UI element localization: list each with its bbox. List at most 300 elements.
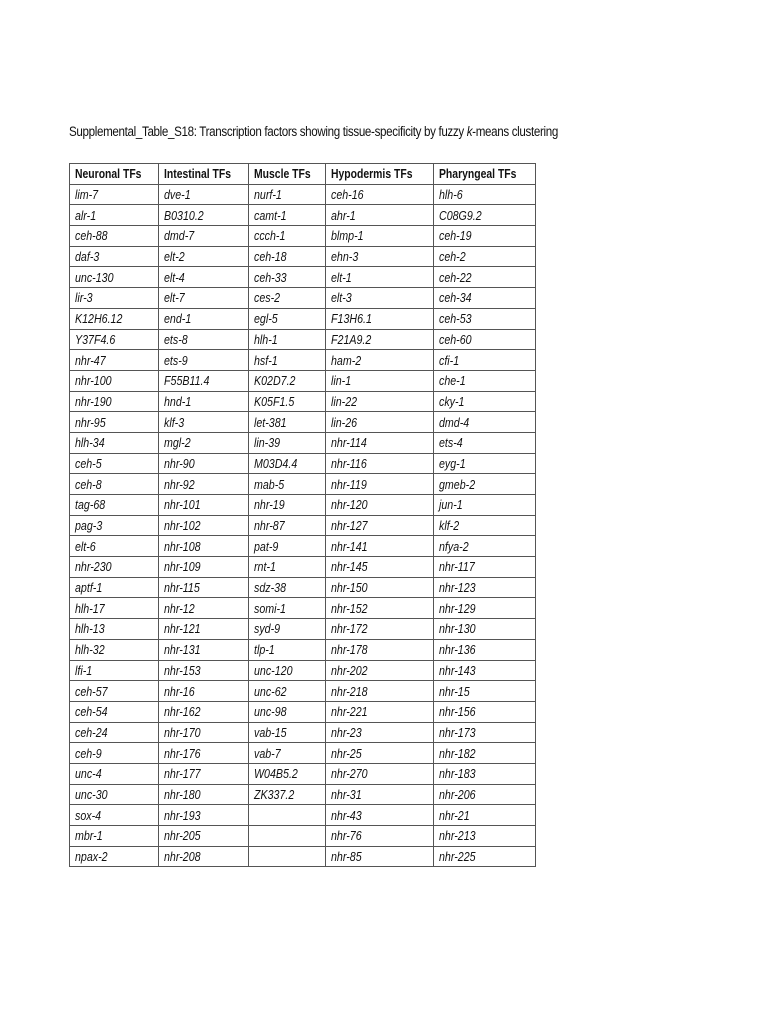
table-cell xyxy=(248,495,325,516)
table-cell xyxy=(248,246,325,267)
table-row xyxy=(70,577,536,598)
table-cell xyxy=(433,639,536,660)
cell-text: npax-2 xyxy=(75,849,108,865)
cell-text: hsf-1 xyxy=(253,352,278,368)
table-cell xyxy=(70,370,159,391)
table-cell xyxy=(159,515,249,536)
table-row xyxy=(70,432,536,453)
table-cell xyxy=(248,660,325,681)
table-cell xyxy=(433,557,536,578)
table-row xyxy=(70,805,536,826)
table-row xyxy=(70,412,536,433)
cell-text: ceh-2 xyxy=(438,249,466,265)
table-cell xyxy=(70,660,159,681)
cell-text: somi-1 xyxy=(253,600,286,616)
table-row xyxy=(70,246,536,267)
cell-text: F55B11.4 xyxy=(164,373,210,389)
table-row xyxy=(70,495,536,516)
cell-text: ahr-1 xyxy=(330,207,356,223)
table-cell xyxy=(248,412,325,433)
table-cell xyxy=(70,329,159,350)
cell-text: ceh-16 xyxy=(330,187,364,203)
cell-text: end-1 xyxy=(164,311,192,327)
table-cell xyxy=(248,784,325,805)
cell-text: pag-3 xyxy=(75,518,103,534)
table-row xyxy=(70,453,536,474)
cell-text: ceh-33 xyxy=(253,269,287,285)
table-cell xyxy=(159,784,249,805)
table-cell xyxy=(70,846,159,867)
table-cell xyxy=(325,598,433,619)
cell-text: daf-3 xyxy=(75,249,100,265)
cell-text: vab-7 xyxy=(253,745,281,761)
cell-text: lfi-1 xyxy=(75,662,93,678)
cell-text: elt-3 xyxy=(330,290,352,306)
cell-text: blmp-1 xyxy=(330,228,364,244)
table-cell xyxy=(70,184,159,205)
cell-text: ceh-8 xyxy=(75,476,102,492)
cell-text: rnt-1 xyxy=(253,559,276,575)
cell-text: hlh-13 xyxy=(75,621,105,637)
cell-text: nhr-102 xyxy=(164,518,201,534)
cell-text: elt-4 xyxy=(164,269,185,285)
cell-text: nhr-92 xyxy=(164,476,195,492)
table-cell xyxy=(159,763,249,784)
cell-text: K02D7.2 xyxy=(253,373,296,389)
header-hypodermis xyxy=(325,164,433,185)
table-cell xyxy=(433,660,536,681)
table-row xyxy=(70,660,536,681)
cell-text: nhr-225 xyxy=(438,849,476,865)
cell-text: che-1 xyxy=(438,373,466,389)
table-cell xyxy=(325,681,433,702)
table-cell xyxy=(433,805,536,826)
table-cell xyxy=(433,205,536,226)
cell-text: nhr-178 xyxy=(330,642,368,658)
cell-text: elt-1 xyxy=(330,269,352,285)
table-row xyxy=(70,722,536,743)
cell-text: nhr-101 xyxy=(164,497,201,513)
cell-text: lin-39 xyxy=(253,435,280,451)
table-cell xyxy=(433,784,536,805)
cell-text: nhr-190 xyxy=(75,393,112,409)
table-cell xyxy=(248,763,325,784)
cell-text: unc-62 xyxy=(253,683,287,699)
table-cell xyxy=(248,205,325,226)
cell-text: ceh-54 xyxy=(75,704,108,720)
table-cell xyxy=(433,412,536,433)
table-cell xyxy=(248,474,325,495)
table-cell xyxy=(248,184,325,205)
table-cell xyxy=(70,743,159,764)
table-cell xyxy=(325,557,433,578)
table-cell xyxy=(70,246,159,267)
cell-text: nhr-108 xyxy=(164,538,201,554)
table-cell xyxy=(70,515,159,536)
cell-text: nhr-115 xyxy=(164,580,200,596)
table-cell xyxy=(70,226,159,247)
table-cell xyxy=(433,681,536,702)
table-cell xyxy=(433,495,536,516)
table-cell xyxy=(325,308,433,329)
cell-text: dmd-7 xyxy=(164,228,195,244)
table-cell xyxy=(433,308,536,329)
cell-text: hlh-32 xyxy=(75,642,105,658)
cell-text: eyg-1 xyxy=(438,455,466,471)
table-cell xyxy=(433,432,536,453)
table-cell xyxy=(70,267,159,288)
cell-text: nhr-119 xyxy=(330,476,367,492)
table-cell xyxy=(325,619,433,640)
table-caption xyxy=(69,124,558,139)
cell-text: C08G9.2 xyxy=(438,207,482,223)
cell-text: nhr-130 xyxy=(438,621,476,637)
table-row xyxy=(70,205,536,226)
table-cell xyxy=(433,846,536,867)
cell-text: nhr-152 xyxy=(330,600,368,616)
header-label: Hypodermis TFs xyxy=(330,166,413,182)
table-cell xyxy=(325,639,433,660)
table-cell xyxy=(159,536,249,557)
table-cell xyxy=(248,288,325,309)
cell-text: ccch-1 xyxy=(253,228,286,244)
cell-text: ceh-24 xyxy=(75,724,108,740)
table-cell xyxy=(433,763,536,784)
cell-text: ehn-3 xyxy=(330,249,358,265)
cell-text: vab-15 xyxy=(253,724,287,740)
table-cell xyxy=(159,660,249,681)
table-cell xyxy=(325,350,433,371)
table-row xyxy=(70,267,536,288)
cell-text: nhr-183 xyxy=(438,766,476,782)
cell-text: nhr-206 xyxy=(438,786,476,802)
table-cell xyxy=(70,722,159,743)
table-cell xyxy=(325,226,433,247)
table-cell xyxy=(325,267,433,288)
table-cell xyxy=(325,515,433,536)
table-row xyxy=(70,701,536,722)
cell-text: lim-7 xyxy=(75,187,99,203)
cell-text: nhr-16 xyxy=(164,683,195,699)
cell-text: hlh-1 xyxy=(253,331,278,347)
cell-text: unc-120 xyxy=(253,662,293,678)
cell-text: ets-8 xyxy=(164,331,188,347)
header-intestinal xyxy=(159,164,249,185)
cell-text: dve-1 xyxy=(164,187,191,203)
table-row xyxy=(70,826,536,847)
table-cell xyxy=(70,639,159,660)
header-label: Pharyngeal TFs xyxy=(438,166,516,182)
cell-text: gmeb-2 xyxy=(438,476,475,492)
header-label: Neuronal TFs xyxy=(75,166,142,182)
table-cell xyxy=(325,701,433,722)
table-cell xyxy=(159,350,249,371)
cell-text: K05F1.5 xyxy=(253,393,295,409)
header-row xyxy=(70,164,536,185)
table-cell xyxy=(159,391,249,412)
table-cell xyxy=(433,474,536,495)
table-cell xyxy=(70,701,159,722)
table-cell xyxy=(433,701,536,722)
cell-text: nhr-117 xyxy=(438,559,475,575)
table-cell xyxy=(70,350,159,371)
table-cell xyxy=(433,515,536,536)
table-cell xyxy=(248,267,325,288)
table-cell xyxy=(433,598,536,619)
cell-text: nhr-170 xyxy=(164,724,201,740)
cell-text: camt-1 xyxy=(253,207,287,223)
table-cell xyxy=(159,308,249,329)
cell-text: jun-1 xyxy=(438,497,463,513)
cell-text: tag-68 xyxy=(75,497,106,513)
table-cell xyxy=(159,681,249,702)
cell-text: nhr-162 xyxy=(164,704,201,720)
table-cell xyxy=(248,453,325,474)
table-cell xyxy=(70,826,159,847)
table-cell xyxy=(159,619,249,640)
cell-text: ceh-18 xyxy=(253,249,287,265)
table-row xyxy=(70,308,536,329)
cell-text: nhr-230 xyxy=(75,559,112,575)
caption-text-start: Supplemental_Table_S18: Transcription factors showing tissue-specificity by fuzzy xyxy=(69,124,467,139)
cell-text: nhr-150 xyxy=(330,580,368,596)
table-cell xyxy=(433,743,536,764)
cell-text: nhr-90 xyxy=(164,455,195,471)
table-cell xyxy=(325,453,433,474)
cell-text: lir-3 xyxy=(75,290,93,306)
table-row xyxy=(70,598,536,619)
cell-text: nhr-182 xyxy=(438,745,476,761)
table-cell xyxy=(70,495,159,516)
table-cell xyxy=(70,619,159,640)
table-cell xyxy=(159,226,249,247)
table-cell xyxy=(159,557,249,578)
cell-text: klf-2 xyxy=(438,518,459,534)
table-row xyxy=(70,226,536,247)
table-cell xyxy=(433,577,536,598)
table-cell xyxy=(433,722,536,743)
table-cell xyxy=(433,246,536,267)
header-neuronal xyxy=(70,164,159,185)
cell-text: lin-1 xyxy=(330,373,351,389)
table-cell xyxy=(248,536,325,557)
cell-text: egl-5 xyxy=(253,311,278,327)
cell-text: ceh-60 xyxy=(438,331,472,347)
table-cell xyxy=(325,474,433,495)
table-cell xyxy=(70,805,159,826)
cell-text: nhr-218 xyxy=(330,683,368,699)
table-cell xyxy=(433,226,536,247)
cell-text: hlh-6 xyxy=(438,187,463,203)
table-cell xyxy=(159,598,249,619)
cell-text: elt-6 xyxy=(75,538,96,554)
cell-text: nhr-143 xyxy=(438,662,476,678)
cell-text: nhr-100 xyxy=(75,373,112,389)
tf-table xyxy=(69,163,536,867)
table-cell xyxy=(70,474,159,495)
cell-text: nhr-202 xyxy=(330,662,368,678)
table-cell xyxy=(70,763,159,784)
table-cell xyxy=(325,846,433,867)
table-row xyxy=(70,515,536,536)
table-cell xyxy=(248,329,325,350)
header-label: Intestinal TFs xyxy=(164,166,232,182)
table-cell xyxy=(70,412,159,433)
cell-text: nhr-180 xyxy=(164,786,201,802)
cell-text: nhr-121 xyxy=(164,621,201,637)
cell-text: unc-130 xyxy=(75,269,114,285)
cell-text: unc-30 xyxy=(75,786,108,802)
table-cell xyxy=(433,350,536,371)
header-muscle xyxy=(248,164,325,185)
cell-text: nhr-176 xyxy=(164,745,201,761)
table-cell xyxy=(248,681,325,702)
cell-text: ceh-34 xyxy=(438,290,472,306)
table-cell xyxy=(325,184,433,205)
table-cell xyxy=(325,805,433,826)
cell-text: let-381 xyxy=(253,414,287,430)
table-cell xyxy=(433,329,536,350)
cell-text: ets-9 xyxy=(164,352,188,368)
table-cell xyxy=(325,784,433,805)
cell-text: nhr-120 xyxy=(330,497,368,513)
table-cell xyxy=(325,660,433,681)
cell-text: lin-26 xyxy=(330,414,357,430)
table-cell xyxy=(159,722,249,743)
cell-text: nhr-87 xyxy=(253,518,285,534)
table-cell xyxy=(325,495,433,516)
table-cell xyxy=(325,205,433,226)
table-cell xyxy=(248,515,325,536)
cell-text: nhr-153 xyxy=(164,662,201,678)
cell-text: ces-2 xyxy=(253,290,280,306)
table-cell xyxy=(70,598,159,619)
table-cell xyxy=(248,308,325,329)
table-cell xyxy=(433,826,536,847)
cell-text: nhr-173 xyxy=(438,724,476,740)
cell-text: hlh-17 xyxy=(75,600,105,616)
table-cell xyxy=(248,743,325,764)
table-cell xyxy=(70,681,159,702)
table-row xyxy=(70,763,536,784)
table-cell xyxy=(325,826,433,847)
cell-text: elt-7 xyxy=(164,290,185,306)
table-cell xyxy=(433,391,536,412)
table-row xyxy=(70,288,536,309)
table-cell xyxy=(159,474,249,495)
table-cell xyxy=(248,805,325,826)
table-cell xyxy=(325,246,433,267)
table-cell xyxy=(159,329,249,350)
table-row xyxy=(70,557,536,578)
table-cell xyxy=(248,432,325,453)
table-cell xyxy=(325,763,433,784)
cell-text: mab-5 xyxy=(253,476,285,492)
table-cell xyxy=(325,391,433,412)
table-cell xyxy=(433,288,536,309)
table-cell xyxy=(159,639,249,660)
cell-text: nhr-145 xyxy=(330,559,368,575)
table-row xyxy=(70,370,536,391)
table-cell xyxy=(70,308,159,329)
table-cell xyxy=(325,536,433,557)
table-cell xyxy=(433,453,536,474)
cell-text: elt-2 xyxy=(164,249,185,265)
table-cell xyxy=(159,577,249,598)
cell-text: nhr-47 xyxy=(75,352,106,368)
cell-text: nhr-221 xyxy=(330,704,368,720)
cell-text: nhr-270 xyxy=(330,766,368,782)
cell-text: nfya-2 xyxy=(438,538,469,554)
table-cell xyxy=(325,577,433,598)
cell-text: alr-1 xyxy=(75,207,97,223)
cell-text: unc-98 xyxy=(253,704,287,720)
cell-text: nhr-127 xyxy=(330,518,368,534)
table-cell xyxy=(325,329,433,350)
table-cell xyxy=(159,412,249,433)
cell-text: ham-2 xyxy=(330,352,361,368)
cell-text: ceh-5 xyxy=(75,455,102,471)
cell-text: hlh-34 xyxy=(75,435,105,451)
caption-text-end: -means clustering xyxy=(472,124,558,139)
cell-text: M03D4.4 xyxy=(253,455,298,471)
cell-text: ceh-9 xyxy=(75,745,102,761)
cell-text: sdz-38 xyxy=(253,580,286,596)
table-row xyxy=(70,474,536,495)
table-row xyxy=(70,846,536,867)
cell-text: ceh-22 xyxy=(438,269,472,285)
cell-text: aptf-1 xyxy=(75,580,103,596)
table-cell xyxy=(248,226,325,247)
cell-text: hnd-1 xyxy=(164,393,192,409)
table-cell xyxy=(248,598,325,619)
cell-text: nhr-43 xyxy=(330,807,362,823)
table-cell xyxy=(325,412,433,433)
table-cell xyxy=(433,619,536,640)
table-row xyxy=(70,743,536,764)
table-body xyxy=(70,184,536,867)
table-cell xyxy=(325,722,433,743)
cell-text: cky-1 xyxy=(438,393,465,409)
cell-text: W04B5.2 xyxy=(253,766,298,782)
cell-text: pat-9 xyxy=(253,538,279,554)
cell-text: nhr-23 xyxy=(330,724,362,740)
cell-text: nhr-205 xyxy=(164,828,201,844)
table-cell xyxy=(248,577,325,598)
cell-text: nhr-123 xyxy=(438,580,476,596)
table-cell xyxy=(159,453,249,474)
table-cell xyxy=(248,557,325,578)
table-cell xyxy=(433,184,536,205)
table-cell xyxy=(159,288,249,309)
cell-text: nhr-25 xyxy=(330,745,362,761)
cell-text: nhr-76 xyxy=(330,828,362,844)
cell-text: syd-9 xyxy=(253,621,280,637)
cell-text: ceh-53 xyxy=(438,311,472,327)
table-cell xyxy=(248,701,325,722)
cell-text: B0310.2 xyxy=(164,207,204,223)
cell-text: Y37F4.6 xyxy=(75,331,116,347)
cell-text: unc-4 xyxy=(75,766,102,782)
cell-text: nhr-95 xyxy=(75,414,106,430)
cell-text: nhr-208 xyxy=(164,849,201,865)
table-row xyxy=(70,619,536,640)
cell-text: ceh-57 xyxy=(75,683,108,699)
table-cell xyxy=(159,826,249,847)
table-cell xyxy=(159,184,249,205)
table-cell xyxy=(159,495,249,516)
cell-text: tlp-1 xyxy=(253,642,275,658)
